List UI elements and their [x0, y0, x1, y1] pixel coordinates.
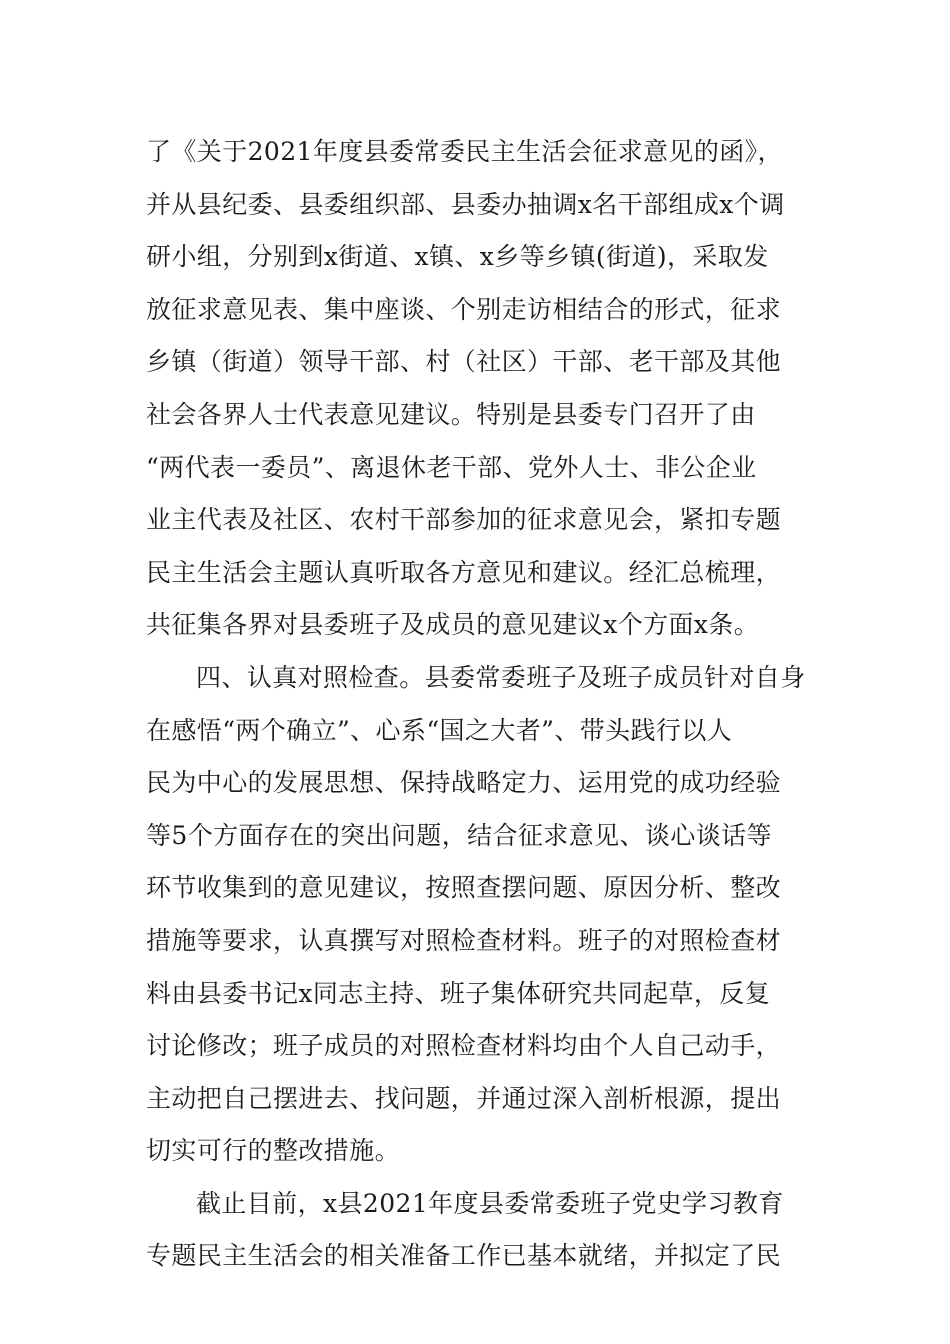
text-line: 了《关于2021年度县委常委民主生活会征求意见的函》，	[146, 137, 783, 166]
text-line: 研小组，分别到x街道、x镇、x乡等乡镇(街道)，采取发	[146, 242, 769, 272]
text-line: 并从县纪委、县委组织部、县委办抽调x名干部组成x个调	[146, 189, 785, 219]
text-line: 业主代表及社区、农村干部参加的征求意见会，紧扣专题	[146, 505, 782, 535]
paragraph-start-line: 截止目前，x县2021年度县委常委班子党史学习教育	[196, 1188, 784, 1218]
text-line: 放征求意见表、集中座谈、个别走访相结合的形式，征求	[146, 294, 782, 324]
body-text	[146, 126, 826, 1283]
text-line: 民主生活会主题认真听取各方意见和建议。经汇总梳理，	[146, 557, 782, 587]
text-line: 讨论修改；班子成员的对照检查材料均由个人自己动手，	[146, 1031, 782, 1061]
text-line: 在感悟“两个确立”、心系“国之大者”、带头践行以人	[146, 715, 733, 745]
text-line: 切实可行的整改措施。	[146, 1136, 401, 1166]
text-line: 料由县委书记x同志主持、班子集体研究共同起草，反复	[146, 978, 771, 1008]
text-line: 共征集各界对县委班子及成员的意见建议x个方面x条。	[146, 610, 760, 640]
text-line: 环节收集到的意见建议，按照查摆问题、原因分析、整改	[146, 873, 782, 903]
text-line: “两代表一委员”、离退休老干部、党外人士、非公企业	[146, 452, 757, 482]
text-line: 措施等要求，认真撰写对照检查材料。班子的对照检查材	[146, 925, 782, 955]
text-line: 乡镇（街道）领导干部、村（社区）干部、老干部及其他	[146, 347, 782, 377]
text-line: 社会各界人士代表意见建议。特别是县委专门召开了由	[146, 399, 756, 429]
text-line: 民为中心的发展思想、保持战略定力、运用党的成功经验	[146, 768, 782, 798]
paragraph-heading-line: 四、认真对照检查。县委常委班子及班子成员针对自身	[196, 662, 806, 692]
text-line: 专题民主生活会的相关准备工作已基本就绪，并拟定了民	[146, 1241, 782, 1271]
text-line: 等5个方面存在的突出问题，结合征求意见、谈心谈话等	[146, 820, 772, 850]
text-line: 主动把自己摆进去、找问题，并通过深入剖析根源，提出	[146, 1083, 782, 1113]
